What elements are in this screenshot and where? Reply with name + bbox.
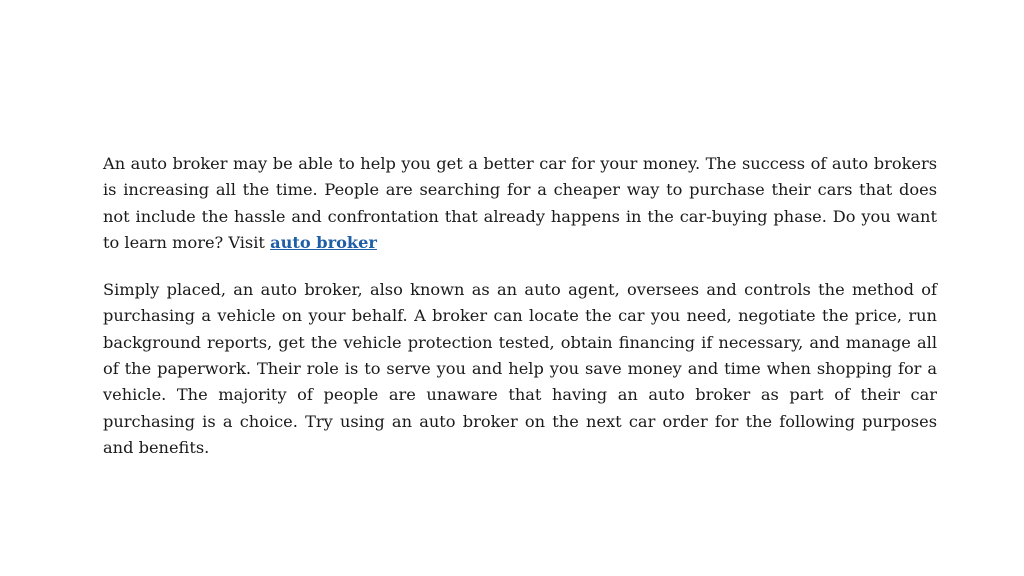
paragraph-definition-text: Simply placed, an auto broker, also known as an auto agent, oversees and controls the method of purchasing a vehicle on your behalf. A broker can locate the car you need, negotiate the price, run background reports, get the vehicle protection tested, obtain financing if necessary, and manage all of the paperwork. Their role is to serve you and help you save money and time when shopping for a vehicle. The majority of people are unaware that having an auto broker as part of their car purchasing is a choice. Try using an auto broker on the next car order for the following purposes and benefits.	[103, 280, 937, 457]
document-body	[103, 151, 937, 482]
paragraph-intro	[103, 151, 937, 256]
auto-broker-link[interactable]: auto broker	[270, 232, 377, 252]
paragraph-definition	[103, 277, 937, 461]
paragraph-intro-text: An auto broker may be able to help you get a better car for your money. The success of auto brokers is increasing all the time. People are searching for a cheaper way to purchase their cars that does not include the hassle and confrontation that already happens in the car-buying phase. Do you want to learn more? Visit	[103, 154, 937, 252]
